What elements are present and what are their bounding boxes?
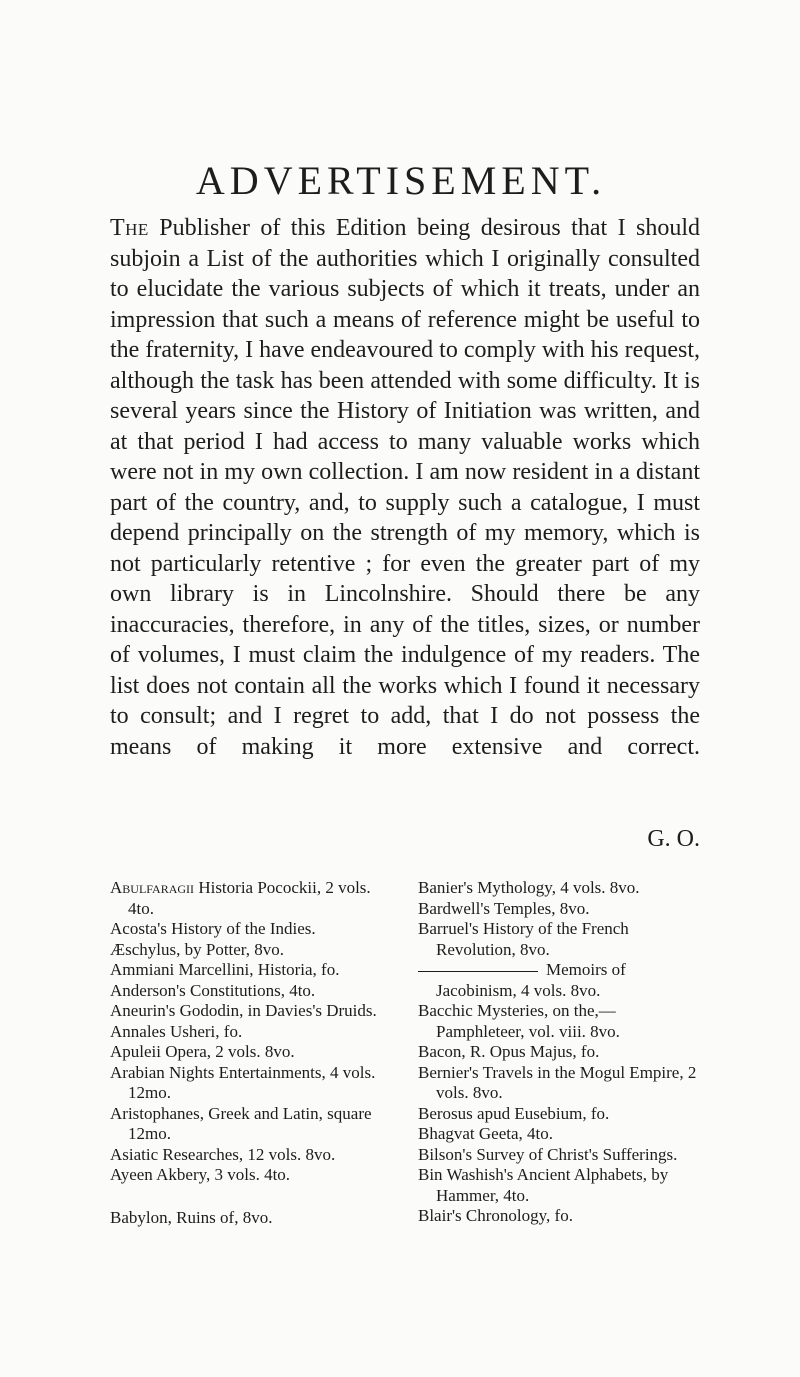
list-item: Anderson's Constitutions, 4to. [110,980,316,1000]
list-item: Barruel's History of the French Revolution, 8vo. [418,919,629,959]
list-item: Bacchic Mysteries, on the,—Pamphleteer, vol. viii. 8vo. [418,1001,620,1041]
list-item: Bilson's Survey of Christ's Sufferings. [418,1144,678,1164]
list-item: Bernier's Travels in the Mogul Empire, 2 vols. 8vo. [418,1062,697,1102]
list-item: Babylon, Ruins of, 8vo. [110,1207,273,1227]
list-item [418,960,700,1001]
right-column [418,878,700,1228]
ditto-dash [418,971,538,972]
list-item-rest: Historia Pocockii, 2 vols. 4to. [128,878,371,918]
signature-line [110,824,700,854]
left-column [110,878,392,1228]
list-item: Aneurin's Gododin, in Davies's Druids. [110,1001,377,1020]
page-title: ADVERTISEMENT. [195,158,607,203]
list-item: Ammiani Marcellini, Historia, fo. [110,960,340,979]
list-item: Acosta's History of the Indies. [110,919,316,938]
paragraph-lead: The [110,215,149,241]
signature: G. O. [647,826,700,852]
list-item: Bin Washish's Ancient Alphabets, by Hammer, 4to. [418,1165,669,1205]
authorities-list [110,878,700,1228]
list-item: Bacon, R. Opus Majus, fo. [418,1042,600,1061]
list-item: Annales Usheri, fo. [110,1021,243,1041]
list-item [110,878,392,919]
list-item-rest: Memoirs of Jacobinism, 4 vols. 8vo. [436,960,626,1000]
list-item: Aristophanes, Greek and Latin, square 12mo. [110,1103,372,1143]
advertisement-paragraph [110,213,700,762]
list-item: Blair's Chronology, fo. [418,1206,573,1225]
list-item-lead: Abulfaragii [110,878,195,897]
list-item: Banier's Mythology, 4 vols. 8vo. [418,878,640,897]
list-item: Asiatic Researches, 12 vols. 8vo. [110,1144,336,1164]
list-item: Bardwell's Temples, 8vo. [418,898,590,918]
list-item: Berosus apud Eusebium, fo. [418,1103,610,1123]
list-item: Arabian Nights Entertainments, 4 vols. 12mo. [110,1062,376,1102]
show-through-bleed [285,38,585,148]
list-item: Apuleii Opera, 2 vols. 8vo. [110,1042,295,1061]
list-item: Bhagvat Geeta, 4to. [418,1124,554,1143]
list-item: Æschylus, by Potter, 8vo. [110,939,285,959]
paragraph-text: Publisher of this Edition being desirous that I should subjoin a List of the authorities which I originally consulted to elucidate the various subjects of which it treats, under an impression that such a means of reference might be useful to the fraternity, I have endeavoured to comply with his request, although the task has been attended with some difficulty. It is several years since the History of Initiation was written, and at that period I had access to many valuable works which were not in my own collection. I am now resident in a distant part of the country, and, to supply such a catalogue, I must depend principally on the strength of my memory, which is not particularly retentive ; for even the greater part of my own library is in Lincolnshire. Should there be any inaccuracies, therefore, in any of the titles, sizes, or number of volumes, I must claim the indulgence of my readers. The list does not contain all the works which I found it necessary to consult; and I regret to add, that I do not possess the means of making it more extensive and correct. [110,215,700,760]
list-item: Ayeen Akbery, 3 vols. 4to. [110,1165,291,1184]
